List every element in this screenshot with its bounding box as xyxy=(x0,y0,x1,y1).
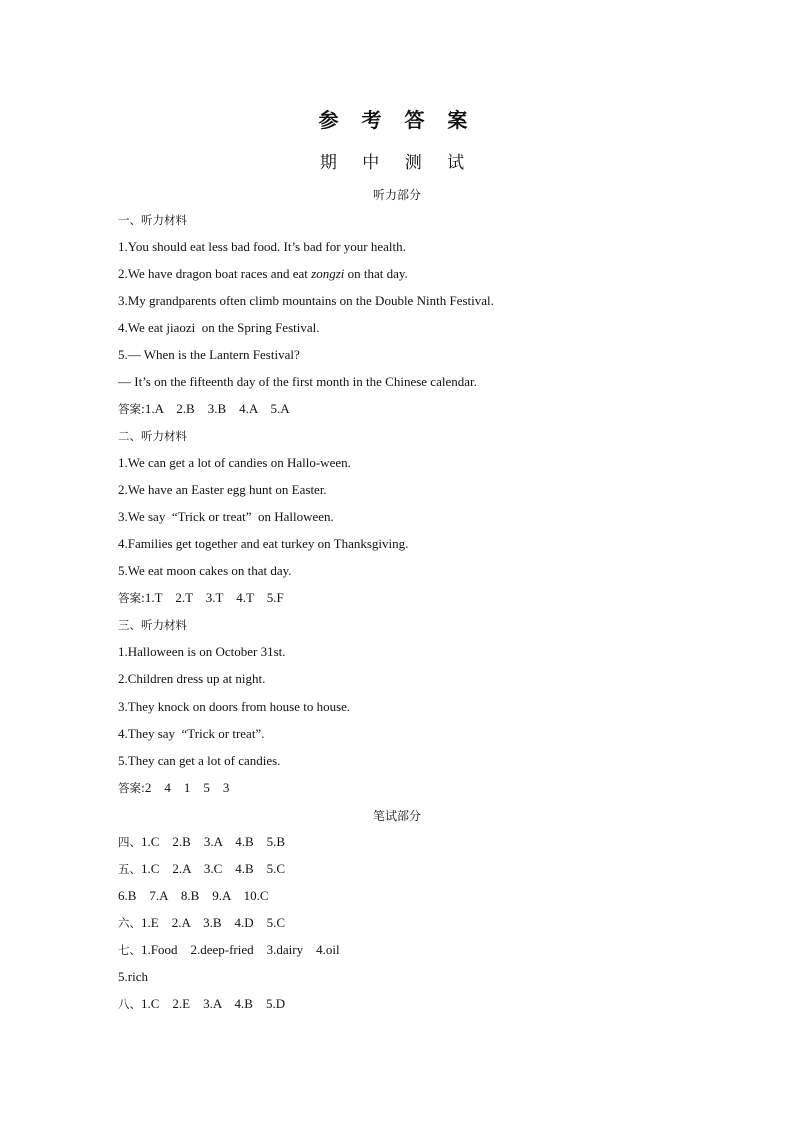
part1-line-2 xyxy=(118,266,408,282)
part2-heading: 二、听力材料 xyxy=(118,429,187,443)
part1-line-2-a: 2.We have dragon boat races and eat xyxy=(118,266,312,281)
part3-line-3: 3.They knock on doors from house to house. xyxy=(118,699,351,714)
part1-line-2-zongzi: zongzi xyxy=(311,266,345,281)
part1-line-6: — It’s on the fifteenth day of the first month in the Chinese calendar. xyxy=(118,374,477,389)
written-answer-row xyxy=(118,996,285,1012)
part1-line-4: 4.We eat jiaozi on the Spring Festival. xyxy=(118,320,320,335)
answer-values: 1.T 2.T 3.T 4.T 5.F xyxy=(144,590,284,605)
written-values: 1.C 2.E 3.A 4.B 5.D xyxy=(141,996,286,1011)
part1-line-5: 5.— When is the Lantern Festival? xyxy=(118,347,300,362)
written-answer-row xyxy=(118,834,285,850)
page-title: 参 考 答 案 xyxy=(318,108,476,132)
part3-line-5: 5.They can get a lot of candies. xyxy=(118,753,281,768)
listening-heading: 听力部分 xyxy=(372,188,421,202)
written-label: 六、 xyxy=(118,916,141,930)
written-values: 1.C 2.A 3.C 4.B 5.C xyxy=(141,861,286,876)
answer-values: 2 4 1 5 3 xyxy=(144,780,230,795)
part2-line-5: 5.We eat moon cakes on that day. xyxy=(118,563,292,578)
part3-answer xyxy=(118,780,229,796)
part2-answer xyxy=(118,590,284,606)
written-answer-row xyxy=(118,969,148,985)
written-answer-row xyxy=(118,861,285,877)
written-answer-row xyxy=(118,942,340,958)
part3-line-4: 4.They say “Trick or treat”. xyxy=(118,726,265,741)
answer-label: 答案: xyxy=(118,591,145,605)
part2-line-4: 4.Families get together and eat turkey on Thanksgiving. xyxy=(118,536,409,551)
part2-line-2: 2.We have an Easter egg hunt on Easter. xyxy=(118,482,327,497)
written-label: 八、 xyxy=(118,997,141,1011)
part1-line-1: 1.You should eat less bad food. It’s bad for your health. xyxy=(118,239,406,254)
answer-label: 答案: xyxy=(118,781,145,795)
answer-label: 答案: xyxy=(118,402,145,416)
written-label: 四、 xyxy=(118,835,141,849)
part1-heading: 一、听力材料 xyxy=(118,213,187,227)
written-values: 6.B 7.A 8.B 9.A 10.C xyxy=(118,888,269,903)
written-values: 5.rich xyxy=(118,969,148,984)
written-values: 1.Food 2.deep-fried 3.dairy 4.oil xyxy=(141,942,340,957)
written-label: 七、 xyxy=(118,943,141,957)
part1-answer xyxy=(118,401,290,417)
writing-heading: 笔试部分 xyxy=(372,809,421,823)
part3-line-2: 2.Children dress up at night. xyxy=(118,671,266,686)
written-answer-row xyxy=(118,888,269,904)
answer-values: 1.A 2.B 3.B 4.A 5.A xyxy=(144,401,290,416)
part3-line-1: 1.Halloween is on October 31st. xyxy=(118,644,286,659)
written-answer-row xyxy=(118,915,285,931)
page-subtitle: 期 中 测 试 xyxy=(319,153,475,173)
written-label: 五、 xyxy=(118,862,141,876)
written-values: 1.C 2.B 3.A 4.B 5.B xyxy=(141,834,286,849)
part2-line-1: 1.We can get a lot of candies on Hallo-ween. xyxy=(118,455,351,470)
part2-line-3: 3.We say “Trick or treat” on Halloween. xyxy=(118,509,334,524)
part1-line-2-b: on that day. xyxy=(344,266,408,281)
part1-line-3: 3.My grandparents often climb mountains on the Double Ninth Festival. xyxy=(118,293,494,308)
written-values: 1.E 2.A 3.B 4.D 5.C xyxy=(141,915,286,930)
part3-heading: 三、听力材料 xyxy=(118,618,187,632)
